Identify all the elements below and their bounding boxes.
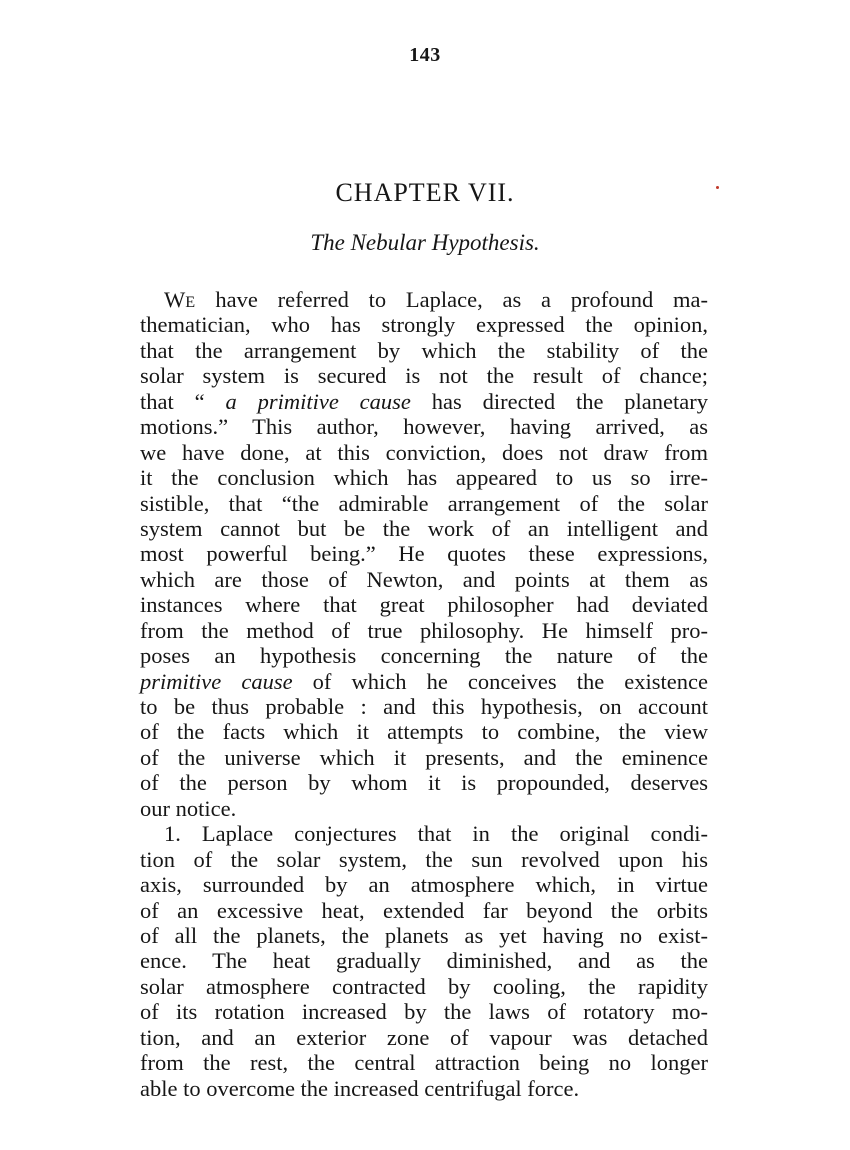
text-line xyxy=(140,847,708,872)
text-line xyxy=(140,312,708,337)
text-line xyxy=(140,440,708,465)
text-segment: motions.” This author, however, having arrived, as xyxy=(140,414,708,440)
paragraph xyxy=(140,287,708,821)
text-segment: that the arrangement by which the stability of the xyxy=(140,337,708,363)
text-segment: of the person by whom it is propounded, deserves xyxy=(140,770,708,796)
text-segment: our notice. xyxy=(140,795,237,821)
text-line xyxy=(140,618,708,643)
text-segment: of which he conceives the existence xyxy=(292,668,708,694)
text-line xyxy=(140,567,708,592)
text-segment: has directed the planetary xyxy=(410,388,708,414)
text-segment: poses an hypothesis concerning the nature of the xyxy=(140,643,708,669)
text-line xyxy=(140,643,708,668)
text-line xyxy=(140,796,708,821)
text-segment: that “ xyxy=(140,388,226,414)
text-line xyxy=(140,541,708,566)
text-line xyxy=(140,491,708,516)
text-line xyxy=(140,694,708,719)
text-segment: from the rest, the central attraction being no longer xyxy=(140,1050,708,1076)
text-line xyxy=(140,872,708,897)
text-line xyxy=(140,669,708,694)
text-line xyxy=(140,770,708,795)
text-line xyxy=(140,389,708,414)
text-segment: of an excessive heat, extended far beyond the orbits xyxy=(140,897,708,923)
text-segment: of all the planets, the planets as yet having no exist- xyxy=(140,922,708,948)
text-segment: axis, surrounded by an atmosphere which, in virtue xyxy=(140,872,708,898)
section-title: The Nebular Hypothesis. xyxy=(310,230,540,255)
text-segment: most powerful being.” He quotes these expressions, xyxy=(140,541,708,567)
text-line xyxy=(140,465,708,490)
text-line xyxy=(140,745,708,770)
text-line xyxy=(140,1050,708,1075)
text-line xyxy=(140,287,708,312)
text-segment: 1. Laplace conjectures that in the original condi- xyxy=(164,821,708,847)
text-segment: of the facts which it attempts to combine, the view xyxy=(140,719,708,745)
text-segment: able to overcome the increased centrifugal force. xyxy=(140,1075,580,1101)
text-segment: E xyxy=(185,293,196,311)
text-segment: have referred to Laplace, as a profound ma- xyxy=(195,287,708,312)
text-line xyxy=(140,1076,708,1101)
text-segment: thematician, who has strongly expressed the opinion, xyxy=(140,312,708,338)
italic-text: primitive cause xyxy=(140,668,293,694)
text-segment: it the conclusion which has appeared to us so irre- xyxy=(140,465,708,491)
text-segment: tion, and an exterior zone of vapour was detached xyxy=(140,1024,708,1050)
body-text xyxy=(140,287,708,1101)
text-segment: of its rotation increased by the laws of rotatory mo- xyxy=(140,999,708,1025)
text-line xyxy=(140,592,708,617)
text-line xyxy=(140,414,708,439)
text-segment: ence. The heat gradually diminished, and as the xyxy=(140,948,708,974)
text-line xyxy=(140,338,708,363)
text-line xyxy=(140,923,708,948)
text-segment: system cannot but be the work of an intelligent and xyxy=(140,515,708,541)
text-line xyxy=(140,516,708,541)
text-line xyxy=(140,1025,708,1050)
text-line xyxy=(140,948,708,973)
text-line xyxy=(140,974,708,999)
text-line xyxy=(140,363,708,388)
text-segment: sistible, that “the admirable arrangement of the solar xyxy=(140,490,708,516)
italic-text: a primitive cause xyxy=(225,388,411,414)
text-segment: we have done, at this conviction, does not draw from xyxy=(140,439,708,465)
text-segment: of the universe which it presents, and the eminence xyxy=(140,744,708,770)
page-number: 143 xyxy=(409,44,441,66)
chapter-title: CHAPTER VII. xyxy=(335,178,515,207)
text-line xyxy=(140,821,708,846)
text-segment: solar system is secured is not the result of chance; xyxy=(140,363,708,389)
text-segment: solar atmosphere contracted by cooling, the rapidity xyxy=(140,973,708,999)
text-line xyxy=(140,719,708,744)
text-segment: tion of the solar system, the sun revolved upon his xyxy=(140,846,708,872)
text-segment: from the method of true philosophy. He himself pro- xyxy=(140,617,708,643)
text-segment: to be thus probable : and this hypothesis, on account xyxy=(140,694,708,719)
text-segment: which are those of Newton, and points at them as xyxy=(140,566,708,592)
text-line xyxy=(140,898,708,923)
text-segment: W xyxy=(164,287,186,312)
text-segment: instances where that great philosopher had deviated xyxy=(140,592,708,618)
paragraph xyxy=(140,821,708,1101)
text-line xyxy=(140,999,708,1024)
